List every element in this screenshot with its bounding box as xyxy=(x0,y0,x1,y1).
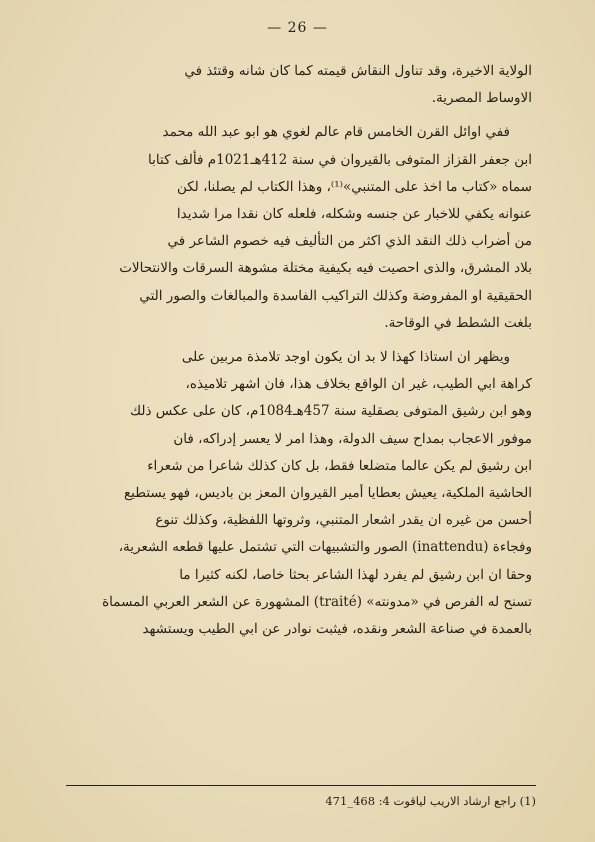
text-line: الاوساط المصرية. xyxy=(431,90,532,107)
text-line: بالعمدة في صناعة الشعر ونقده، فيثبت نوادر عن ابي الطيب ويستشهد xyxy=(142,621,532,638)
text-line: موفور الاعجاب بمداح سيف الدولة، وهذا امر لا يعسر إدراكه، فان xyxy=(173,430,532,447)
text-line: تسنح له الفرص في «مدونته» (traité) المشهورة عن الشعر العربي المسماة xyxy=(102,593,532,610)
text-line: وفجاءة (inattendu) الصور والتشبيهات التي تشتمل عليها قطعه الشعرية، xyxy=(118,539,532,556)
text-line: وهو ابن رشيق المتوفى بصقلية سنة 457هـ1084م، كان على عكس ذلك xyxy=(130,403,532,420)
text-line: أحسن من غيره ان يقدر اشعار المتنبي، وثروتها اللفظية، وكذلك تنوع xyxy=(155,512,532,529)
footnote-divider xyxy=(66,785,536,786)
page-number: — 26 — xyxy=(267,20,328,36)
text-line: سماه «كتاب ما اخذ على المتنبي»⁽¹⁾، وهذا الكتاب لم يصلنا، لكن xyxy=(176,178,532,195)
text-line: بلغت الشطط في الوقاحة. xyxy=(384,314,532,331)
footnote: (1) راجع ارشاد الاريب لياقوت 4: 468_471 xyxy=(325,794,536,808)
text-line: ابن جعفر القزاز المتوفى بالقيروان في سنة 412هـ1021م فألف كتابا xyxy=(148,151,532,168)
text-line: الولاية الاخيرة، وقد تناول النقاش قيمته كما كان شانه وقتئذ في xyxy=(184,63,532,79)
text-line: ابن رشيق لم يكن عالما متضلعا فقط، بل كان كذلك شاعرا من شعراء xyxy=(147,457,532,474)
text-line: عنوانه يكفي للاخبار عن جنسه وشكله، فلعله كان نقدا مرا شديدا xyxy=(176,206,532,223)
text-line: وحقا ان ابن رشيق لم يفرد لهذا الشاعر بحثا خاصا، لكنه كثيرا ما xyxy=(179,566,532,583)
text-line: ويظهر ان استاذا كهذا لا بد ان يكون اوجد تلامذة مربين على xyxy=(181,349,510,366)
text-line: الحاشية الملكية، يعيش بعطايا أمير القيروان المعز بن باديس، فهو يستطيع xyxy=(123,485,532,502)
body-text xyxy=(66,58,532,643)
text-line: بلاد المشرق، والذى احصيت فيه بكيفية مختلة مشوهة السرقات والانتحالات xyxy=(119,260,532,277)
text-line: كراهة ابي الطيب، غير ان الواقع بخلاف هذا، فان اشهر تلاميذه، xyxy=(185,376,532,393)
text-line: ففي اوائل القرن الخامس قام عالم لغوي هو ابو عبد الله محمد xyxy=(162,124,510,141)
text-line: الحقيقية او المفروضة وكذلك التراكيب الفاسدة والمبالغات والصور التي xyxy=(139,287,532,304)
text-line: من أضراب ذلك النقد الذي اكثر من التأليف فيه خصوم الشاعر في xyxy=(167,233,532,250)
